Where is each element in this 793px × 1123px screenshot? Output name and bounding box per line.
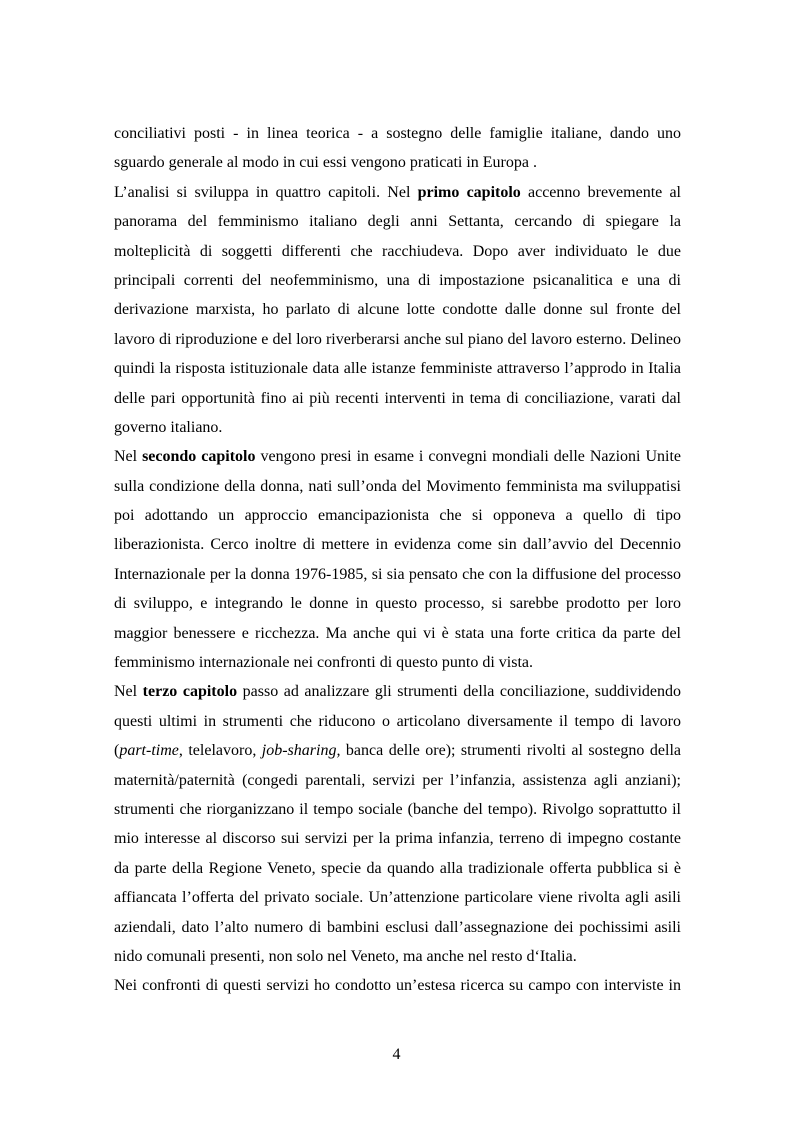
text-line	[114, 354, 681, 383]
text-run: Internazionale per la donna 1976-1985, si sia pensato che con la diffusione del processo	[114, 565, 681, 583]
text-line	[114, 942, 681, 971]
text-line	[114, 178, 681, 207]
text-run: maternità/paternità (congedi parentali, servizi per l’infanzia, assistenza agli anziani);	[114, 771, 681, 789]
text-line	[114, 648, 681, 677]
text-run: maggior benessere e ricchezza. Ma anche qui vi è stata una forte critica da parte del	[114, 624, 681, 642]
text-run: (	[114, 742, 120, 760]
text-line	[114, 413, 681, 442]
text-line	[114, 824, 681, 853]
bold-run: terzo capitolo	[142, 683, 238, 701]
text-run: di sviluppo, e integrando le donne in questo processo, si sarebbe prodotto per loro	[114, 595, 681, 613]
text-run: passo ad analizzare gli strumenti della conciliazione, suddividendo	[237, 683, 681, 701]
text-run: L’analisi si sviluppa in quattro capitoli. Nel	[114, 183, 418, 201]
bold-run: secondo capitolo	[142, 448, 256, 466]
text-line	[114, 883, 681, 912]
text-run: questi ultimi in strumenti che riducono o articolano diversamente il tempo di lavoro	[114, 712, 681, 730]
text-run: Nel	[114, 683, 143, 701]
text-run: derivazione marxista, ho parlato di alcune lotte condotte dalle donne sul fronte del	[114, 301, 681, 319]
text-run: strumenti che riorganizzano il tempo sociale (banche del tempo). Rivolgo soprattutto il	[114, 800, 681, 818]
text-run: vengono presi in esame i convegni mondiali delle Nazioni Unite	[255, 448, 682, 466]
text-run: quindi la risposta istituzionale data alle istanze femministe attraverso l’approdo in Italia	[114, 360, 681, 378]
text-line	[114, 148, 681, 177]
text-line	[114, 530, 681, 559]
text-line	[114, 971, 681, 1000]
text-run: Nel	[114, 448, 143, 466]
text-run: affiancata l’offerta del privato sociale. Un’attenzione particolare viene rivolta agli asili	[114, 889, 681, 907]
text-run: poi adottando un approccio emancipazionista che si opponeva a quello di tipo	[114, 507, 681, 525]
text-line	[114, 384, 681, 413]
text-run: governo italiano.	[114, 418, 223, 436]
text-line	[114, 325, 681, 354]
text-line	[114, 266, 681, 295]
text-run: sguardo generale al modo in cui essi vengono praticati in Europa .	[114, 154, 537, 172]
text-run: delle pari opportunità fino ai più recenti interventi in tema di conciliazione, varati dal	[114, 389, 681, 407]
text-line	[114, 913, 681, 942]
text-run: sulla condizione della donna, nati sull’onda del Movimento femminista ma sviluppatisi	[114, 477, 681, 495]
text-run: lavoro di riproduzione e del loro riverberarsi anche sul piano del lavoro esterno. Delineo	[114, 330, 681, 348]
italic-run: job-sharing,	[261, 742, 341, 760]
text-line	[114, 707, 681, 736]
text-run: molteplicità di soggetti differenti che racchiudeva. Dopo aver individuato le due	[114, 242, 681, 260]
text-run: Nei confronti di questi servizi ho condotto un’estesa ricerca su campo con interviste in	[114, 977, 681, 995]
text-line	[114, 677, 681, 706]
text-line	[114, 295, 681, 324]
text-run: banca delle ore); strumenti rivolti al sostegno della	[340, 742, 681, 760]
text-run: conciliativi posti - in linea teorica - a sostegno delle famiglie italiane, dando uno	[114, 125, 681, 142]
text-line	[114, 442, 681, 471]
text-line	[114, 560, 681, 589]
text-line	[114, 795, 681, 824]
text-line	[114, 619, 681, 648]
text-line	[114, 119, 681, 148]
text-run: da parte della Regione Veneto, specie da quando alla tradizionale offerta pubblica si è	[114, 859, 681, 877]
text-run: accenno brevemente al	[520, 183, 681, 201]
text-run: femminismo internazionale nei confronti di questo punto di vista.	[114, 654, 534, 672]
text-run: mio interesse al discorso sui servizi per la prima infanzia, terreno di impegno costante	[114, 830, 681, 848]
text-run: , telelavoro,	[178, 742, 262, 760]
bold-run: primo capitolo	[417, 183, 521, 201]
text-line	[114, 501, 681, 530]
text-run: aziendali, dato l’alto numero di bambini esclusi dall’assegnazione dei pochissimi asili	[114, 918, 681, 936]
text-line	[114, 736, 681, 765]
text-line	[114, 766, 681, 795]
italic-run: part-time	[119, 742, 179, 760]
text-run: panorama del femminismo italiano degli anni Settanta, cercando di spiegare la	[114, 213, 681, 231]
text-run: principali correnti del neofemminismo, una di impostazione psicanalitica e una di	[114, 271, 681, 289]
body-text	[114, 119, 681, 1001]
text-line	[114, 472, 681, 501]
text-run: nido comunali presenti, non solo nel Veneto, ma anche nel resto d‘Italia.	[114, 947, 577, 965]
text-line	[114, 207, 681, 236]
text-run: liberazionista. Cerco inoltre di mettere in evidenza come sin dall’avvio del Decennio	[114, 536, 681, 554]
page-number: 4	[392, 1046, 401, 1063]
text-line	[114, 589, 681, 618]
text-line	[114, 854, 681, 883]
text-line	[114, 237, 681, 266]
